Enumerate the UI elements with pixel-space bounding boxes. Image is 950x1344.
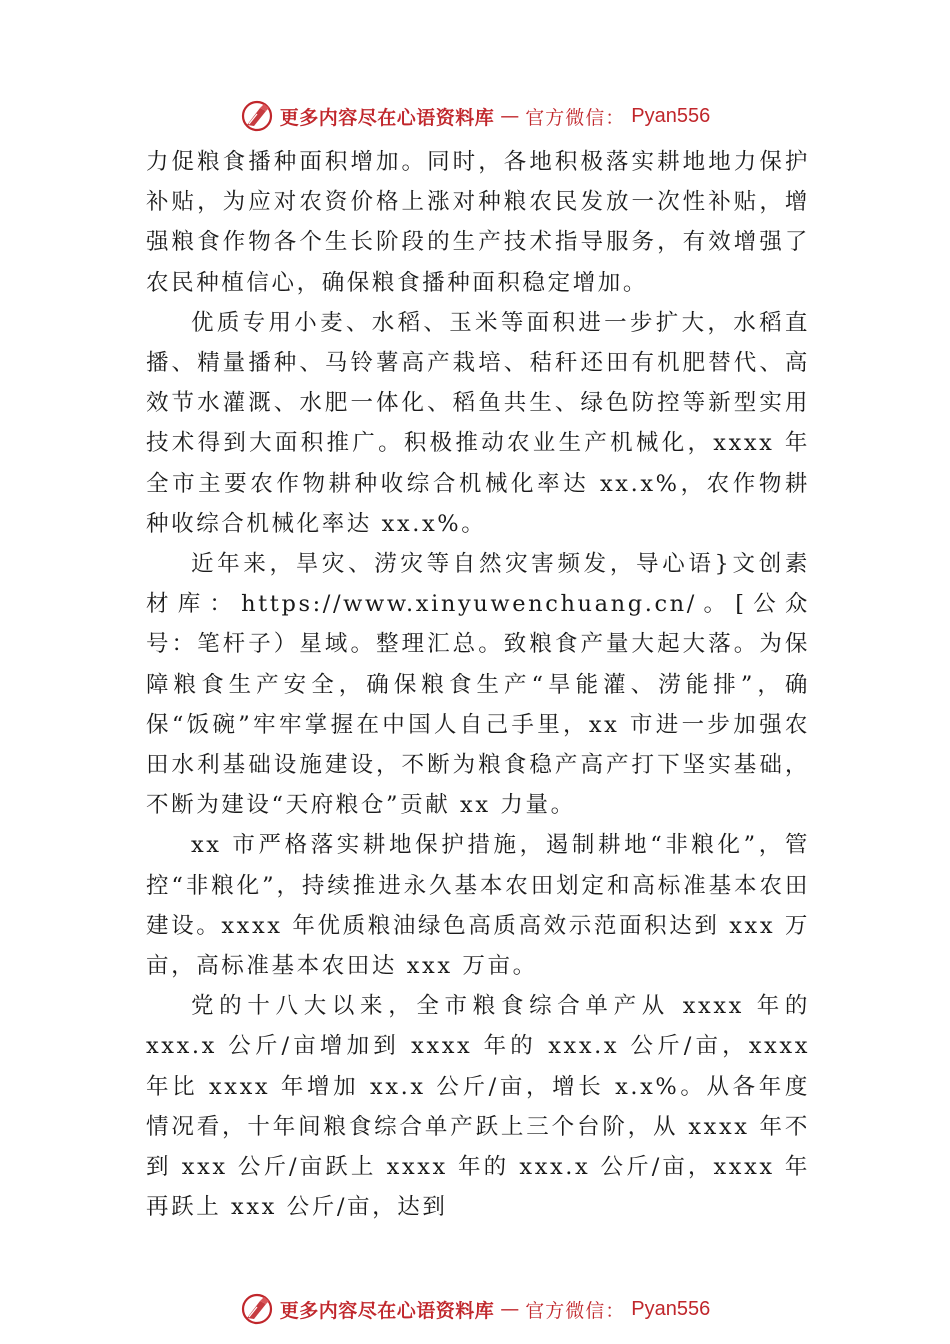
document-body [146,142,810,1227]
pen-nib-circle-icon [240,99,274,133]
header-wechat-id: Pyan556 [631,104,711,127]
header-banner [0,94,950,138]
footer-brand-text: 更多内容尽在心语资料库 [279,1299,495,1322]
paragraph-5: 党的十八大以来，全市粮食综合单产从 xxxx 年的 xxx.x 公斤/亩增加到 xxxx 年的 xxx.x 公斤/亩，xxxx 年比 xxxx 年增加 xx.x 公斤/亩，增长 x.x%。从各年度情况看，十年间粮食综合单产跃上三个台阶，从 xxxx 年不到 xxx 公斤/亩跃上 xxxx 年的 xxx.x 公斤/亩，xxxx 年再跃上 xxx 公斤/亩，达到 [146,993,810,1221]
paragraph-4: xx 市严格落实耕地保护措施，遏制耕地“非粮化”，管控“非粮化”，持续推进永久基本农田划定和高标准基本农田建设。xxxx 年优质粮油绿色高质高效示范面积达到 xxx 万亩，高标准基本农田达 xxx 万亩。 [146,832,810,980]
header-brand-text: 更多内容尽在心语资料库 [279,106,495,129]
paragraph-1: 力促粮食播种面积增加。同时，各地积极落实耕地地力保护补贴，为应对农资价格上涨对种粮农民发放一次性补贴，增强粮食作物各个生长阶段的生产技术指导服务，有效增强了农民种植信心，确保粮食播种面积稳定增加。 [146,149,810,296]
pen-nib-circle-icon [240,1292,274,1326]
paragraph-2: 优质专用小麦、水稻、玉米等面积进一步扩大，水稻直播、精量播种、马铃薯高产栽培、秸秆还田有机肥替代、高 效节水灌溉、水肥一体化、稻鱼共生、绿色防控等新型实用技术得到大面积推广。积极推动农业生产机械化，xxxx 年全市主要农作物耕种收综合机械化率达 xx.x%，农作物耕种收综合机械化率达 xx.x%。 [146,309,810,537]
footer-separator: — [500,1298,520,1320]
header-official-label: 官方微信： [525,106,626,129]
footer-banner [0,1287,950,1331]
header-separator: — [500,105,520,127]
footer-wechat-id: Pyan556 [631,1297,711,1320]
footer-official-label: 官方微信： [525,1299,626,1322]
paragraph-3: 近年来，旱灾、涝灾等自然灾害频发，导心语}文创素材库：https://www.xinyuwenchuang.cn/。[公众号：笔杆子）星域。整理汇总。致粮食产量大起大落。为保障粮食生产安全，确保粮食生产“旱能灌、涝能排”，确保“饭碗”牢牢掌握在中国人自己手里，xx 市进一步加强农田水利基础设施建设，不断为粮食稳产高产打下坚实基础，不断为建设“天府粮仓”贡献 xx 力量。 [146,551,810,819]
